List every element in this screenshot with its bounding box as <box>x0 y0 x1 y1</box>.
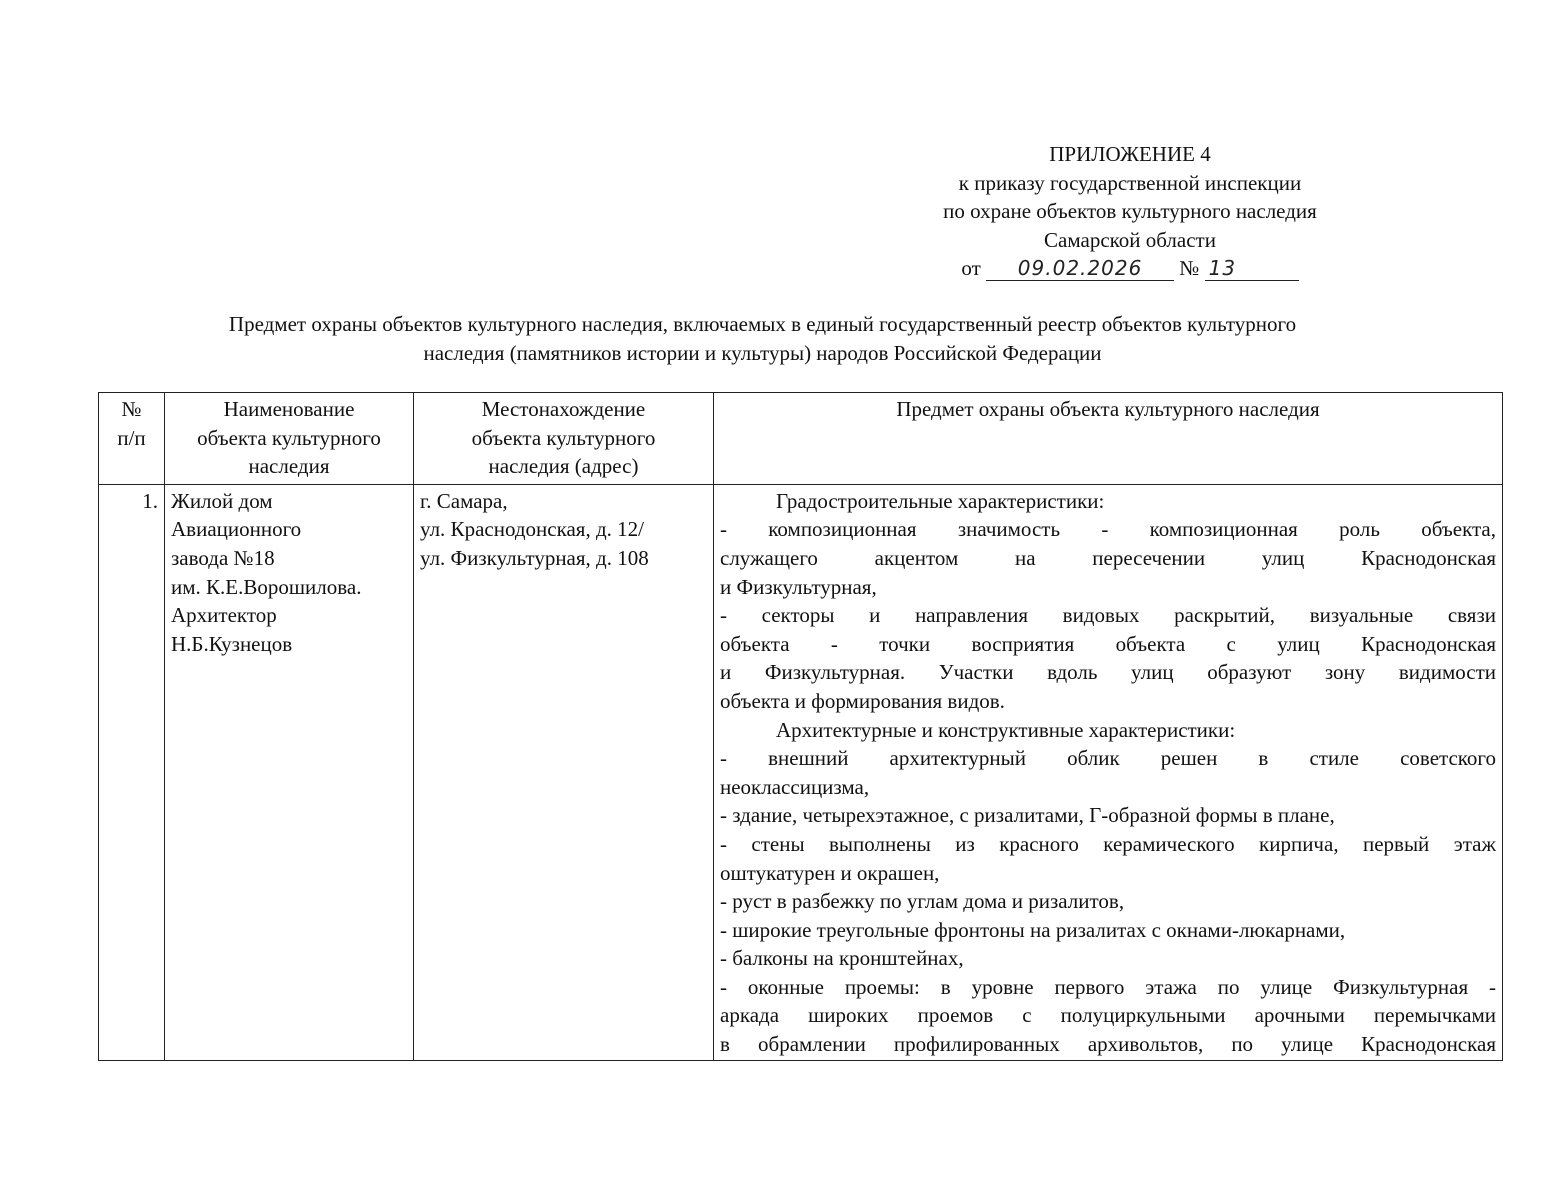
header-line: п/п <box>117 425 146 450</box>
protection-subject-line: - стены выполнены из красного керамического кирпича, первый этаж <box>720 831 1496 856</box>
row-number: 1. <box>99 484 165 1060</box>
from-label: от <box>961 256 981 281</box>
protection-subject-line: - широкие треугольные фронтоны на ризалитах с окнами-люкарнами, <box>720 917 1346 942</box>
header-line: Местонахождение <box>481 397 646 421</box>
protection-subject-line: - здание, четырехэтажное, с ризалитами, Г-образной формы в плане, <box>720 803 1335 828</box>
header-line: № <box>121 397 142 421</box>
table-body <box>99 484 1503 1060</box>
protection-subject-line: - оконные проемы: в уровне первого этажа по улице Физкультурная - <box>720 974 1496 999</box>
header-line: Наименование <box>223 397 355 421</box>
document-title <box>90 310 1435 367</box>
protection-subject-line: объекта и формирования видов. <box>720 688 1005 713</box>
protection-subject-line: служащего акцентом на пересечении улиц Краснодонская <box>720 545 1496 570</box>
table-header-row <box>99 393 1503 485</box>
protection-subject-line: - руст в разбежку по углам дома и ризалитов, <box>720 889 1125 914</box>
header-line: Предмет охраны объекта культурного наследия <box>896 397 1320 421</box>
object-address <box>414 484 714 1060</box>
protection-subject-line: Градостроительные характеристики: <box>776 488 1105 513</box>
document-title-line-1: Предмет охраны объектов культурного наследия, включаемых в единый государственный реестр объектов культурного <box>228 312 1297 336</box>
annex-line-2: по охране объектов культурного наследия <box>943 199 1317 224</box>
document-title-line-2: наследия (памятников истории и культуры) народов Российской Федерации <box>423 340 1102 365</box>
header-line: объекта культурного <box>197 425 381 450</box>
heritage-table <box>98 392 1503 1061</box>
header-line: наследия <box>248 454 330 479</box>
object-address-line: ул. Физкультурная, д. 108 <box>420 545 649 570</box>
header-protection-subject <box>714 393 1503 485</box>
handwritten-number: 13 <box>1205 256 1299 281</box>
header-number <box>99 393 165 485</box>
header-name <box>165 393 414 485</box>
annex-title: ПРИЛОЖЕНИЕ 4 <box>1049 142 1211 166</box>
object-name <box>165 484 414 1060</box>
protection-subject-line: - композиционная значимость - композиционная роль объекта, <box>720 517 1496 542</box>
protection-subject-line: объекта - точки восприятия объекта с улиц Краснодонская <box>720 631 1496 656</box>
protection-subject-line: - балконы на кронштейнах, <box>720 946 964 971</box>
protection-subject-line: неоклассицизма, <box>720 774 870 799</box>
handwritten-date: 09.02.2026 <box>986 256 1174 281</box>
protection-subject-line: и Физкультурная, <box>720 574 877 599</box>
object-address-line: ул. Краснодонская, д. 12/ <box>420 517 644 542</box>
annex-line-3: Самарской области <box>1044 227 1216 252</box>
object-name-line: Н.Б.Кузнецов <box>171 631 293 656</box>
header-line: наследия (адрес) <box>488 454 639 479</box>
annex-header <box>880 140 1380 283</box>
protection-subject-line: - секторы и направления видовых раскрытий, визуальные связи <box>720 603 1496 628</box>
object-name-line: им. К.Е.Ворошилова. <box>171 574 362 599</box>
object-name-line: Авиационного <box>171 517 302 542</box>
number-label: № <box>1179 256 1200 281</box>
object-address-line: г. Самара, <box>420 488 508 513</box>
header-address <box>414 393 714 485</box>
protection-subject-line: в обрамлении профилированных архивольтов, по улице Краснодонская <box>720 1032 1496 1057</box>
protection-subject-line: оштукатурен и окрашен, <box>720 860 940 885</box>
protection-subject-line: аркада широких проемов с полуциркульными арочными перемычками <box>720 1003 1496 1028</box>
object-name-line: Архитектор <box>171 603 277 628</box>
annex-line-1: к приказу государственной инспекции <box>958 170 1302 195</box>
table-row <box>99 484 1503 1060</box>
object-name-line: завода №18 <box>171 545 275 570</box>
header-line: объекта культурного <box>471 425 656 450</box>
protection-subject <box>714 484 1503 1060</box>
order-date-number-line <box>880 254 1380 283</box>
protection-subject-line: Архитектурные и конструктивные характеристики: <box>776 717 1236 742</box>
protection-subject-line: - внешний архитектурный облик решен в стиле советского <box>720 746 1496 771</box>
protection-subject-line: и Физкультурная. Участки вдоль улиц образуют зону видимости <box>720 660 1496 685</box>
object-name-line: Жилой дом <box>171 488 273 513</box>
